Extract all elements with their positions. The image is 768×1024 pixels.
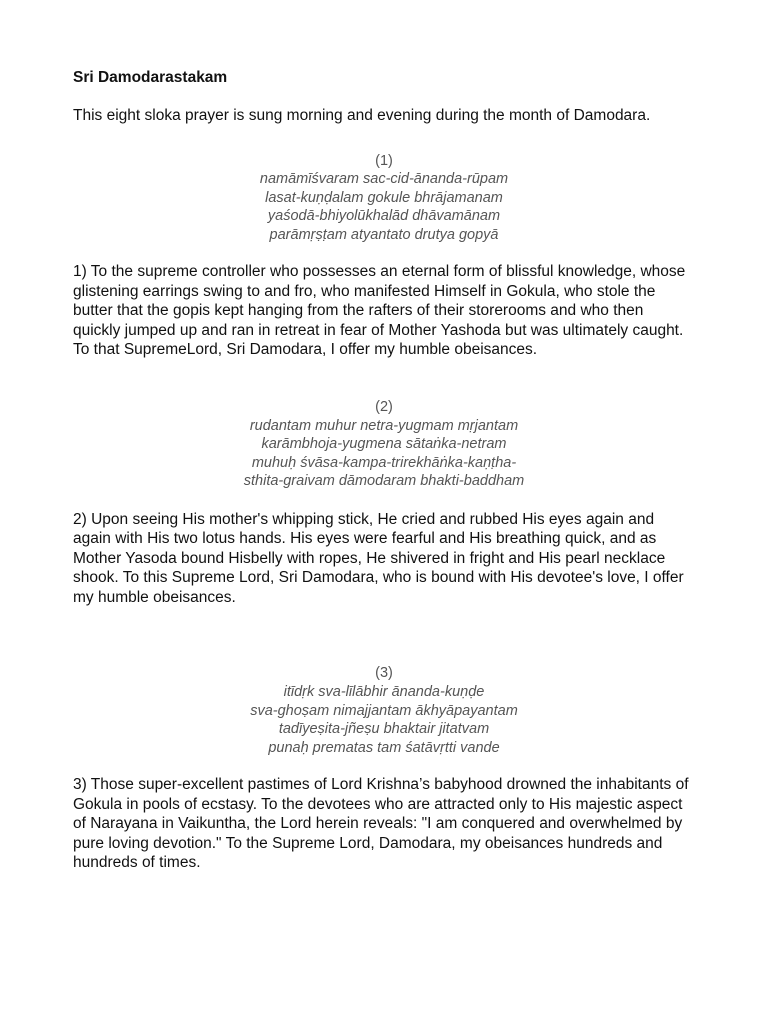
verse-line: sthita-graivam dāmodaram bhakti-baddham	[243, 473, 525, 490]
translation-3: 3) Those super-excellent pastimes of Lord Krishna’s babyhood drowned the inhabitants of Gokula in pools of ecstasy. To the devotees who are attracted only to His majestic aspect of Narayana in Vaikuntha, the Lord herein reveals: "I am conquered and overwhelmed by pure loving devotion." To the Supreme Lord, Damodara, my obeisances hundreds and hundreds of times.	[73, 776, 689, 872]
verse-line: itīdṛk sva-līlābhir ānanda-kuṇḍe	[283, 684, 485, 701]
translation-2: 2) Upon seeing His mother's whipping stick, He cried and rubbed His eyes again and again with His two lotus hands. His eyes were fearful and His breathing quick, and as Mother Yasoda bound Hisbelly with ropes, He shivered in fright and His pearl necklace shook. To this Supreme Lord, Sri Damodara, who is bound with His devotee's love, I offer my humble obeisances.	[73, 510, 684, 606]
verse-line: sva-ghoṣam nimajjantam ākhyāpayantam	[250, 702, 518, 719]
verse-line: lasat-kuṇḍalam gokule bhrājamanam	[265, 189, 503, 206]
intro-paragraph: This eight sloka prayer is sung morning and evening during the month of Damodara.	[73, 107, 651, 124]
verse-number: (1)	[375, 152, 393, 169]
document-page	[73, 68, 695, 873]
verse-line: muhuḥ śvāsa-kampa-trirekhāṅka-kaṇṭha-	[251, 454, 517, 471]
verse-line: yaśodā-bhiyolūkhalād dhāvamānam	[267, 208, 501, 225]
verse-line: tadīyeṣita-jñeṣu bhaktair jitatvam	[278, 721, 490, 738]
verse-number: (2)	[375, 398, 393, 415]
verse-number: (3)	[375, 665, 393, 682]
verse-line: parāmṛṣṭam atyantato drutya gopyā	[269, 226, 499, 243]
verse-line: karāmbhoja-yugmena sātaṅka-netram	[261, 436, 507, 453]
verse-line: namāmīśvaram sac-cid-ānanda-rūpam	[259, 171, 509, 188]
verse-line: punaḥ prematas tam śatāvṛtti vande	[268, 739, 500, 756]
verse-3	[73, 664, 695, 757]
document-title: Sri Damodarastakam	[73, 69, 228, 86]
verse-line: rudantam muhur netra-yugmam mṛjantam	[249, 417, 519, 434]
verse-1	[73, 152, 695, 245]
translation-1: 1) To the supreme controller who possesses an eternal form of blissful knowledge, whose glistening earrings swing to and fro, who manifested Himself in Gokula, who stole the butter that the gopis kept hanging from the rafters of their storerooms and who then quickly jumped up and ran in retreat in fear of Mother Yashoda but was ultimately caught. To that SupremeLord, Sri Damodara, I offer my humble obeisances.	[73, 263, 686, 359]
verse-2	[73, 398, 695, 491]
